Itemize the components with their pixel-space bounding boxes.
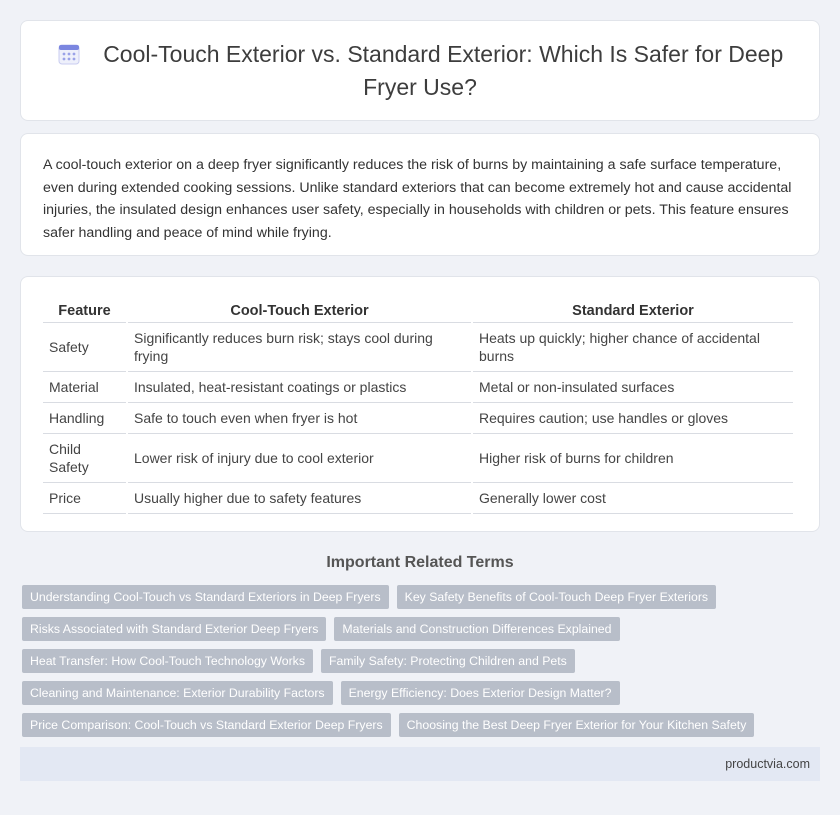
table-cell-standard: Higher risk of burns for children [473, 434, 793, 483]
table-cell-standard: Generally lower cost [473, 483, 793, 514]
table-cell-cool-touch: Usually higher due to safety features [128, 483, 471, 514]
table-row [43, 434, 793, 483]
table-cell-cool-touch: Significantly reduces burn risk; stays cool during frying [128, 323, 471, 372]
term-row [22, 585, 818, 609]
table-cell-standard: Heats up quickly; higher chance of accidental burns [473, 323, 793, 372]
table-cell-feature: Safety [43, 323, 126, 372]
comparison-table [41, 297, 795, 514]
title-wrap [50, 38, 790, 104]
related-terms [0, 585, 840, 737]
comparison-card [20, 276, 820, 532]
term-row [22, 681, 818, 705]
table-row [43, 403, 793, 434]
footer [20, 747, 820, 781]
related-term-link[interactable]: Heat Transfer: How Cool-Touch Technology Works [22, 649, 313, 673]
column-header-cool-touch: Cool-Touch Exterior [128, 297, 471, 323]
table-row [43, 483, 793, 514]
related-term-link[interactable]: Energy Efficiency: Does Exterior Design Matter? [341, 681, 620, 705]
table-header-row [43, 297, 793, 323]
table-row [43, 323, 793, 372]
table-cell-feature: Handling [43, 403, 126, 434]
footer-site-name: productvia.com [725, 757, 810, 771]
related-term-link[interactable]: Key Safety Benefits of Cool-Touch Deep Fryer Exteriors [397, 585, 716, 609]
table-cell-cool-touch: Lower risk of injury due to cool exterior [128, 434, 471, 483]
table-cell-cool-touch: Insulated, heat-resistant coatings or plastics [128, 372, 471, 403]
table-cell-feature: Price [43, 483, 126, 514]
table-cell-standard: Metal or non-insulated surfaces [473, 372, 793, 403]
table-cell-feature: Material [43, 372, 126, 403]
calendar-icon [57, 42, 81, 66]
term-row [22, 617, 818, 641]
term-row [22, 713, 818, 737]
column-header-standard: Standard Exterior [473, 297, 793, 323]
table-row [43, 372, 793, 403]
related-term-link[interactable]: Cleaning and Maintenance: Exterior Durability Factors [22, 681, 333, 705]
table-cell-feature: Child Safety [43, 434, 126, 483]
table-cell-cool-touch: Safe to touch even when fryer is hot [128, 403, 471, 434]
title-card [20, 20, 820, 121]
related-terms-heading: Important Related Terms [326, 554, 514, 571]
related-term-link[interactable]: Choosing the Best Deep Fryer Exterior for Your Kitchen Safety [399, 713, 755, 737]
term-row [22, 649, 818, 673]
related-term-link[interactable]: Price Comparison: Cool-Touch vs Standard Exterior Deep Fryers [22, 713, 391, 737]
intro-paragraph: A cool-touch exterior on a deep fryer significantly reduces the risk of burns by maintaining a safe surface temperature, even during extended cooking sessions. Unlike standard exteriors that can become extremely hot and cause accidental injuries, the insulated design enhances user safety, especially in households with children or pets. This feature ensures safer handling and peace of mind while frying. [43, 157, 792, 241]
table-cell-standard: Requires caution; use handles or gloves [473, 403, 793, 434]
related-term-link[interactable]: Family Safety: Protecting Children and Pets [321, 649, 575, 673]
related-term-link[interactable]: Understanding Cool-Touch vs Standard Exteriors in Deep Fryers [22, 585, 389, 609]
related-term-link[interactable]: Risks Associated with Standard Exterior Deep Fryers [22, 617, 326, 641]
intro-card [20, 133, 820, 256]
column-header-feature: Feature [43, 297, 126, 323]
page-title: Cool-Touch Exterior vs. Standard Exterior: Which Is Safer for Deep Fryer Use? [103, 40, 784, 100]
related-term-link[interactable]: Materials and Construction Differences Explained [334, 617, 619, 641]
